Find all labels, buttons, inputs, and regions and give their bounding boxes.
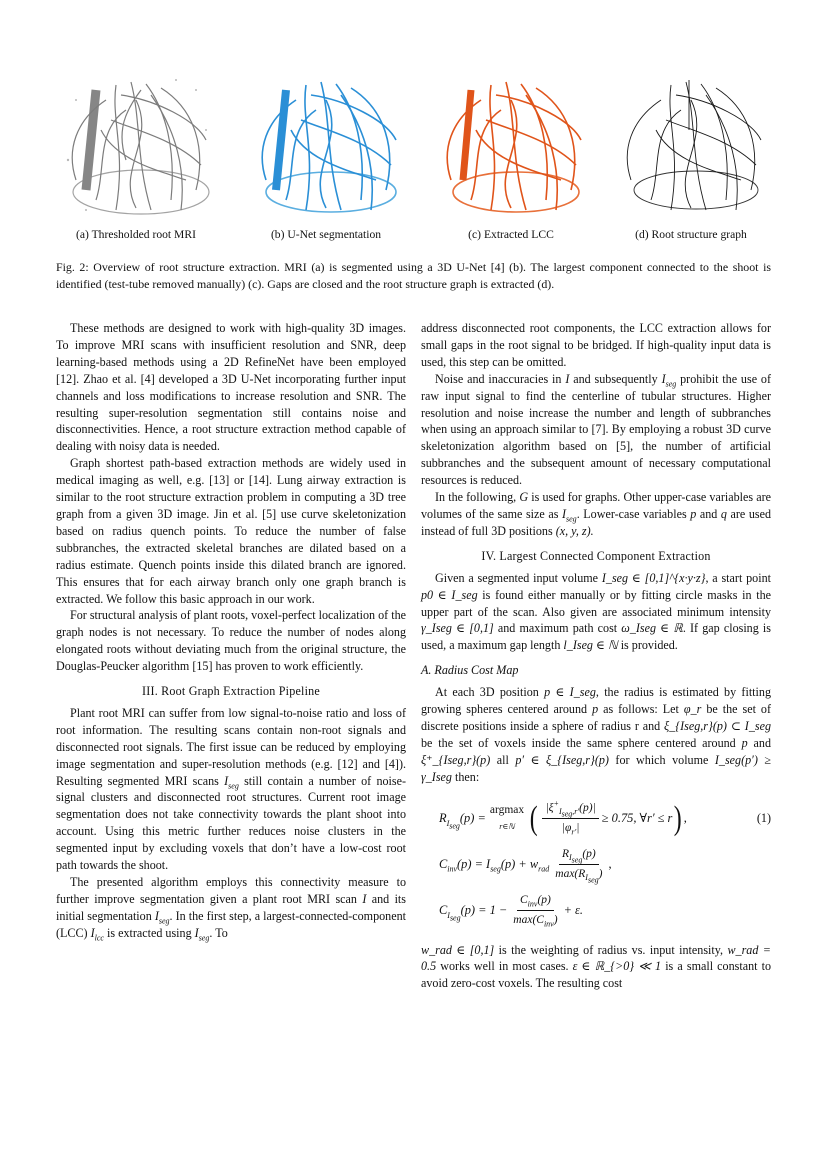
figure-panel-b <box>246 70 406 250</box>
equation-cinv: $C_{inv}(p) = I_{seg}(p) + w_{rad}$ $\frac{R_{I_{seg}}(p)}{\max(R_{I_{seg}})}$ , <box>439 848 612 885</box>
equation-cost: $C_{I_{seg}}(p) = 1$ − $\frac{C_{inv}(p)}{\max(C_{inv})}$ + ε. <box>439 894 584 929</box>
unet-segmentation-image <box>246 70 406 220</box>
paragraph: Graph shortest path-based extraction methods are widely used in medical imaging as well, e.g. [13] or [14]. Lung airway extraction is similar to the root structure extraction problem in computing a 3D tree graph from a given 3D image. Jin et al. [5] use curve skeletonization based on radius quench points. To reduce the number of false subbranches, the extracted skeletal branches are dilated based on a radius estimate. Quench points inside this dilated branch are ignored. This ensures that for each airway branch only one graph branch is extracted. We follow this basic approach in our work. <box>56 456 406 606</box>
paragraph: Noise and inaccuracies in I and subsequently $I_{seg}$ prohibit the use of raw input signal to find the centerline of tubular structures. Higher resolution and noise increase the number and length of subbranches when using an approach similar to [7]. By employing a robust 3D curve skeletonization algorithm based on [5], the number of artificial subbranches and the subsequent amount of necessary computational resources is reduced. <box>421 371 771 488</box>
paragraph: w_rad ∈ [0,1] is the weighting of radius vs. input intensity, w_rad = 0.5 works well in most cases. ε ∈ ℝ_{>0} ≪ 1 is a small constant to avoid zero-cost voxels. The resulting cost <box>421 942 771 991</box>
subcaption-a: (a) Thresholded root MRI <box>76 228 196 241</box>
figure-panel-a <box>56 70 216 250</box>
subsection-heading-a: A. Radius Cost Map <box>421 663 519 678</box>
subcaption-d: (d) Root structure graph <box>635 228 747 241</box>
paragraph: In the following, G is used for graphs. Other upper-case variables are volumes of the same size as $I_{seg}$. Lower-case variables p and q are used instead of full 3D positions (x, y, z). <box>421 490 772 538</box>
section-heading-3: III. Root Graph Extraction Pipeline <box>142 684 320 699</box>
figure-panel-c <box>431 70 591 250</box>
right-column <box>421 320 771 992</box>
root-structure-graph-image <box>611 70 771 220</box>
left-column <box>56 320 406 942</box>
figure-caption: Fig. 2: Overview of root structure extraction. MRI (a) is segmented using a 3D U-Net [4] (b). The largest component connected to the shoot is identified (test-tube removed manually) (c). Gaps are closed and the root structure graph is extracted (d). <box>56 260 771 291</box>
subcaption-b: (b) U-Net segmentation <box>270 228 382 241</box>
paragraph: address disconnected root components, the LCC extraction allows for small gaps in the root signal to be bridged. If high-quality input data is used, this step can be omitted. <box>421 321 771 369</box>
figure-row <box>56 70 771 250</box>
extracted-lcc-image <box>431 70 591 220</box>
paragraph: Plant root MRI can suffer from low signal-to-noise ratio and loss of root information. The resulting scans contain non-root signals and disconnected root signals. The first issue can be reduced by employing image segmentation and super-resolution methods (e.g. [12] and [4]). Resulting segmented MRI scans $I_{seg}$ still contain a number of noise-signal clusters and disconnected root structures. Current root image segmentation does not take connectivity towards the plant shoot into account. Using this metric further reduces noise clusters in the segmented input by excluding voxels that don’t have a low-cost root path towards the shoot. <box>56 705 407 873</box>
paragraph: Given a segmented input volume I_seg ∈ [0,1]^{x·y·z}, a start point p0 ∈ I_seg is found either manually or by fitting circle masks in the upper part of the scan. Also given are associated minimum intensity γ_Iseg ∈ [0,1] and maximum path cost ω_Iseg ∈ ℝ. If gap closing is used, a maximum gap length l_Iseg ∈ ℕ is provided. <box>421 570 771 653</box>
paragraph: These methods are designed to work with high-quality 3D images. To improve MRI scans with insufficient resolution and SNR, deep learning-based methods using a 2D RefineNet have been employed [12]. Zhao et al. [4] developed a 3D U-Net incorporating further input channels and loss modifications to increase resolution and SNR. The resulting super-resolution segmentation still contains noise and disconnectivities. Hence, a root structure extraction method capable of dealing with noisy data is needed. <box>56 321 406 454</box>
paragraph: The presented algorithm employs this connectivity measure to further improve segmentation given a plant root MRI scan I and its initial segmentation $I_{seg}$. In the first step, a largest-connected-component (LCC) $I_{lcc}$ is extracted using $I_{seg}$. To <box>56 875 407 943</box>
subcaption-c: (c) Extracted LCC <box>468 228 554 241</box>
root-mri-image <box>56 70 216 220</box>
equation-number: (1) <box>756 810 771 825</box>
section-heading-4: IV. Largest Connected Component Extraction <box>481 548 711 563</box>
equation-radius: $R_{I_{seg}}(p)$ = argmax r∈ℕ ( $\frac{|\xi^+_{I_{seg},r'}(p)|}{|\varphi_{r'}|}$ ≥ 0.75, ∀r′ ≤ r ) , <box>439 799 687 837</box>
paragraph: At each 3D position p ∈ I_seg, the radius is estimated by fitting growing spheres centered around p as follows: Let φ_r be the set of discrete positions inside a sphere of radius r and ξ_{Iseg,r}(p) ⊂ I_seg be the set of voxels inside the same sphere centered around p and ξ⁺_{Iseg,r}(p) all p′ ∈ ξ_{Iseg,r}(p) for which volume I_seg(p′) ≥ γ_Iseg then: <box>421 685 771 784</box>
figure-panel-d <box>611 70 771 250</box>
equation-block <box>421 796 771 934</box>
paragraph: For structural analysis of plant roots, voxel-perfect localization of the graph nodes is not necessary. To reduce the number of nodes along elongated roots without deviating much from the original structure, the Douglas-Peucker algorithm [15] has proven to work efficiently. <box>56 608 406 674</box>
